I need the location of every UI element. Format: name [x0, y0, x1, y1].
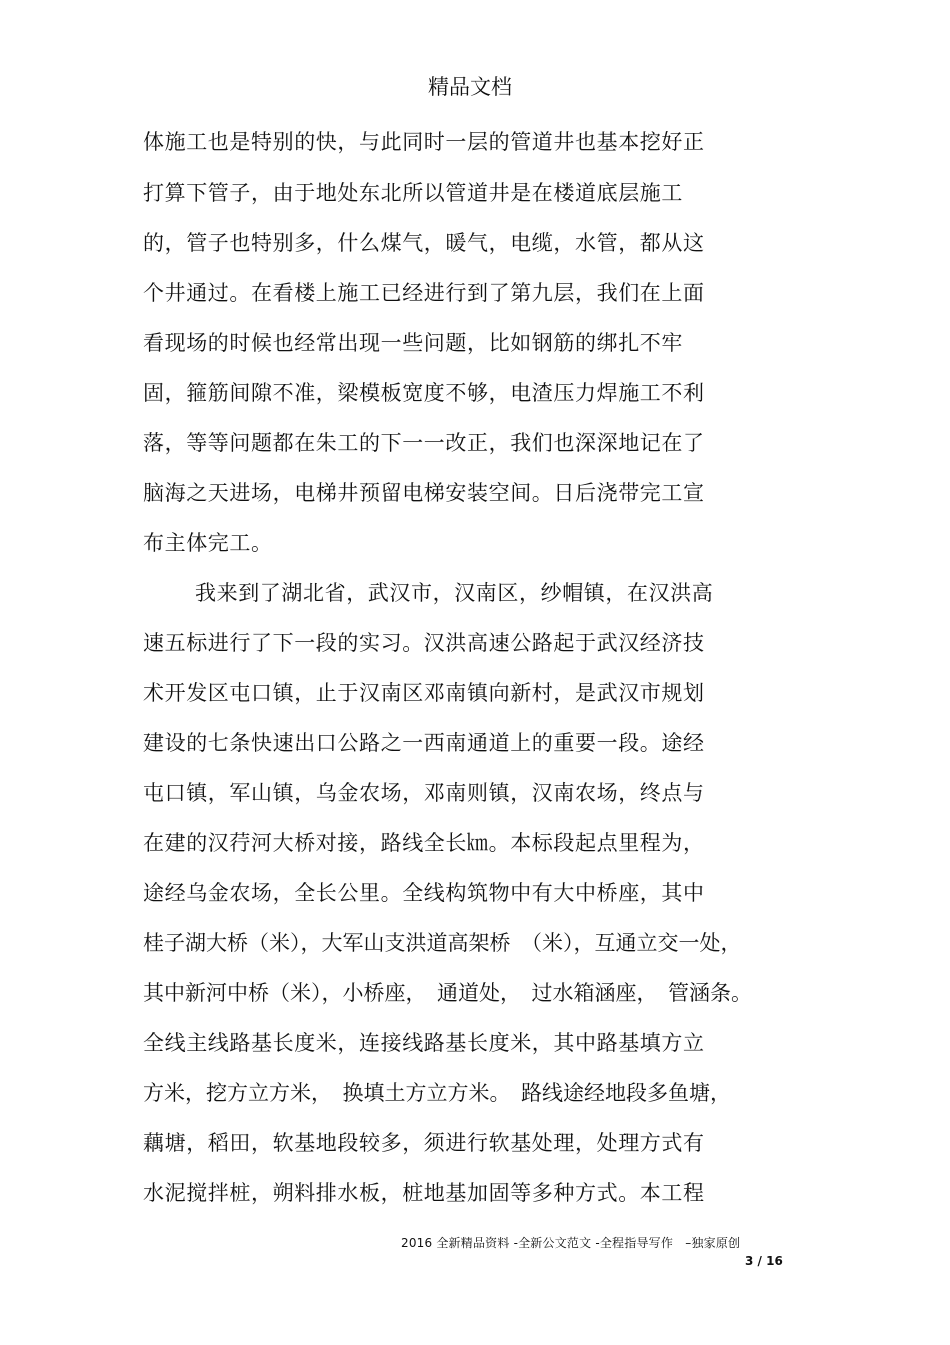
text-line: 看现场的时候也经常出现一些问题，比如钢筋的绑扎不牢 — [143, 331, 683, 355]
text-line: 屯口镇，军山镇，乌金农场，邓南则镇，汉南农场，终点与 — [143, 781, 705, 805]
text-line: 体施工也是特别的快，与此同时一层的管道井也基本挖好正 — [143, 130, 705, 154]
text-line: 建设的七条快速出口公路之一西南通道上的重要一段。途经 — [143, 731, 705, 755]
text-line: 在建的汉荇河大桥对接，路线全长㎞。本标段起点里程为， — [143, 831, 705, 855]
text-line: 脑海之天进场，电梯井预留电梯安装空间。日后浇带完工宣 — [143, 481, 705, 505]
text-line: 桂子湖大桥（米），大军山支洪道高架桥 （米），互通立交一处， — [143, 931, 742, 955]
footer-tagline: 2016 全新精品资料 -全新公文范文 -全程指导写作 –独家原创 — [401, 1236, 741, 1250]
text-line: 固，箍筋间隙不准，梁模板宽度不够，电渣压力焊施工不利 — [143, 381, 705, 405]
text-line: 的，管子也特别多，什么煤气，暖气，电缆，水管，都从这 — [143, 231, 705, 255]
text-line: 布主体完工。 — [143, 531, 273, 555]
text-line: 术开发区屯口镇，止于汉南区邓南镇向新村，是武汉市规划 — [143, 681, 705, 705]
page-header-title: 精品文档 — [428, 75, 512, 99]
text-line: 水泥搅拌桩，朔料排水板，桩地基加固等多种方式。本工程 — [143, 1181, 705, 1205]
text-line: 速五标进行了下一段的实习。汉洪高速公路起于武汉经济技 — [143, 631, 705, 655]
page-number: 3 / 16 — [745, 1254, 783, 1268]
text-line: 藕塘，稻田，软基地段较多，须进行软基处理，处理方式有 — [143, 1131, 705, 1155]
text-line: 方米，挖方立方米， 换填土方立方米。 路线途经地段多鱼塘， — [143, 1081, 731, 1105]
paragraph-first-line: 我来到了湖北省，武汉市，汉南区，纱帽镇，在汉洪高 — [195, 581, 714, 605]
text-line: 途经乌金农场，全长公里。全线构筑物中有大中桥座，其中 — [143, 881, 705, 905]
text-line: 个井通过。在看楼上施工已经进行到了第九层，我们在上面 — [143, 281, 705, 305]
text-line: 其中新河中桥（米），小桥座， 通道处， 过水箱涵座， 管涵条。 — [143, 981, 752, 1005]
text-line: 全线主线路基长度米，连接线路基长度米，其中路基填方立 — [143, 1031, 705, 1055]
text-line: 打算下管子，由于地处东北所以管道井是在楼道底层施工 — [143, 181, 683, 205]
text-line: 落，等等问题都在朱工的下一一改正，我们也深深地记在了 — [143, 431, 705, 455]
